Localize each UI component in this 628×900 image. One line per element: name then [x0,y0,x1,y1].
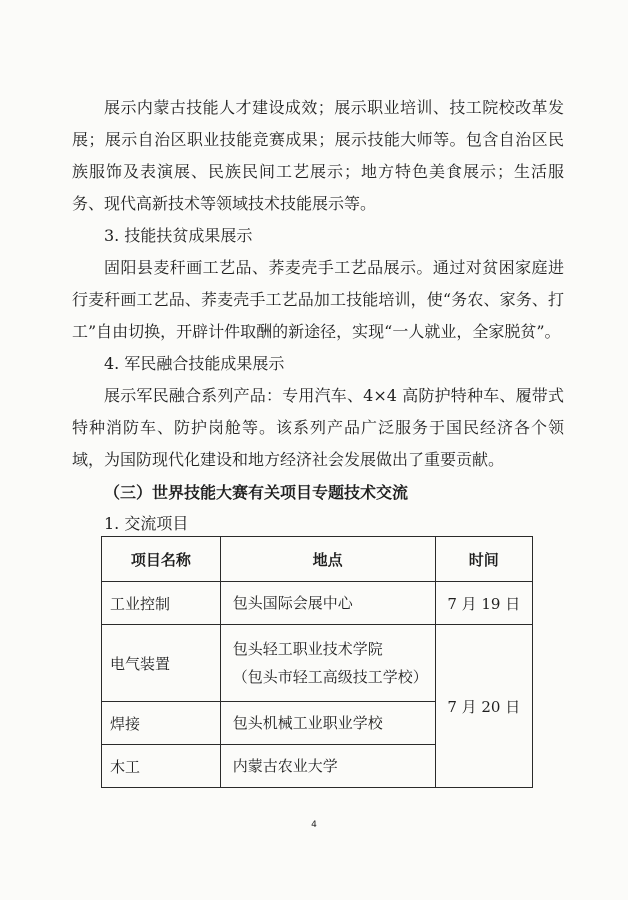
table-row [102,582,533,625]
cell-location: 包头机械工业职业学校 [220,702,435,745]
cell-location [220,625,435,702]
cell-time-merged: 7 月 20 日 [435,625,532,788]
cell-item-name: 木工 [102,745,221,788]
heading-military-civil-fusion: 4. 军民融合技能成果展示 [104,354,285,373]
subheading-exchange-items: 1. 交流项目 [104,514,189,533]
paragraph-poverty-alleviation: 固阳县麦秆画工艺品、荞麦壳手工艺品展示。通过对贫困家庭进行麦秆画工艺品、荞麦壳手工艺品加工技能培训，使“务农、家务、打工”自由切换，开辟计件取酬的新途径，实现“一人就业，全家脱贫”。 [72,258,564,341]
column-header-item-name: 项目名称 [102,537,221,582]
cell-location: 包头国际会展中心 [220,582,435,625]
cell-location: 内蒙古农业大学 [220,745,435,788]
table-header-row [102,537,533,582]
cell-time: 7 月 19 日 [435,582,532,625]
exchange-items-table [101,536,533,788]
cell-item-name: 焊接 [102,702,221,745]
section-heading-technical-exchange: （三）世界技能大赛有关项目专题技术交流 [104,483,409,502]
table-row [102,625,533,702]
column-header-location: 地点 [220,537,435,582]
location-line: 包头轻工职业技术学院 [232,640,383,658]
heading-skills-poverty-alleviation: 3. 技能扶贫成果展示 [104,226,253,245]
page-number: 4 [311,820,317,830]
cell-item-name: 工业控制 [102,582,221,625]
location-line: （包头市轻工高级技工学校） [232,668,428,686]
paragraph-military-civil-fusion: 展示军民融合系列产品：专用汽车、4×4 高防护特种车、履带式特种消防车、防护岗舱等。该系列产品广泛服务于国民经济各个领域，为国防现代化建设和地方经济社会发展做出了重要贡献。 [72,386,564,469]
paragraph-exhibition-content: 展示内蒙古技能人才建设成效；展示职业培训、技工院校改革发展；展示自治区职业技能竞赛成果；展示技能大师等。包含自治区民族服饰及表演展、民族民间工艺展示；地方特色美食展示；生活服务、现代高新技术等领域技术技能展示等。 [72,98,564,213]
column-header-time: 时间 [435,537,532,582]
cell-item-name: 电气装置 [102,625,221,702]
